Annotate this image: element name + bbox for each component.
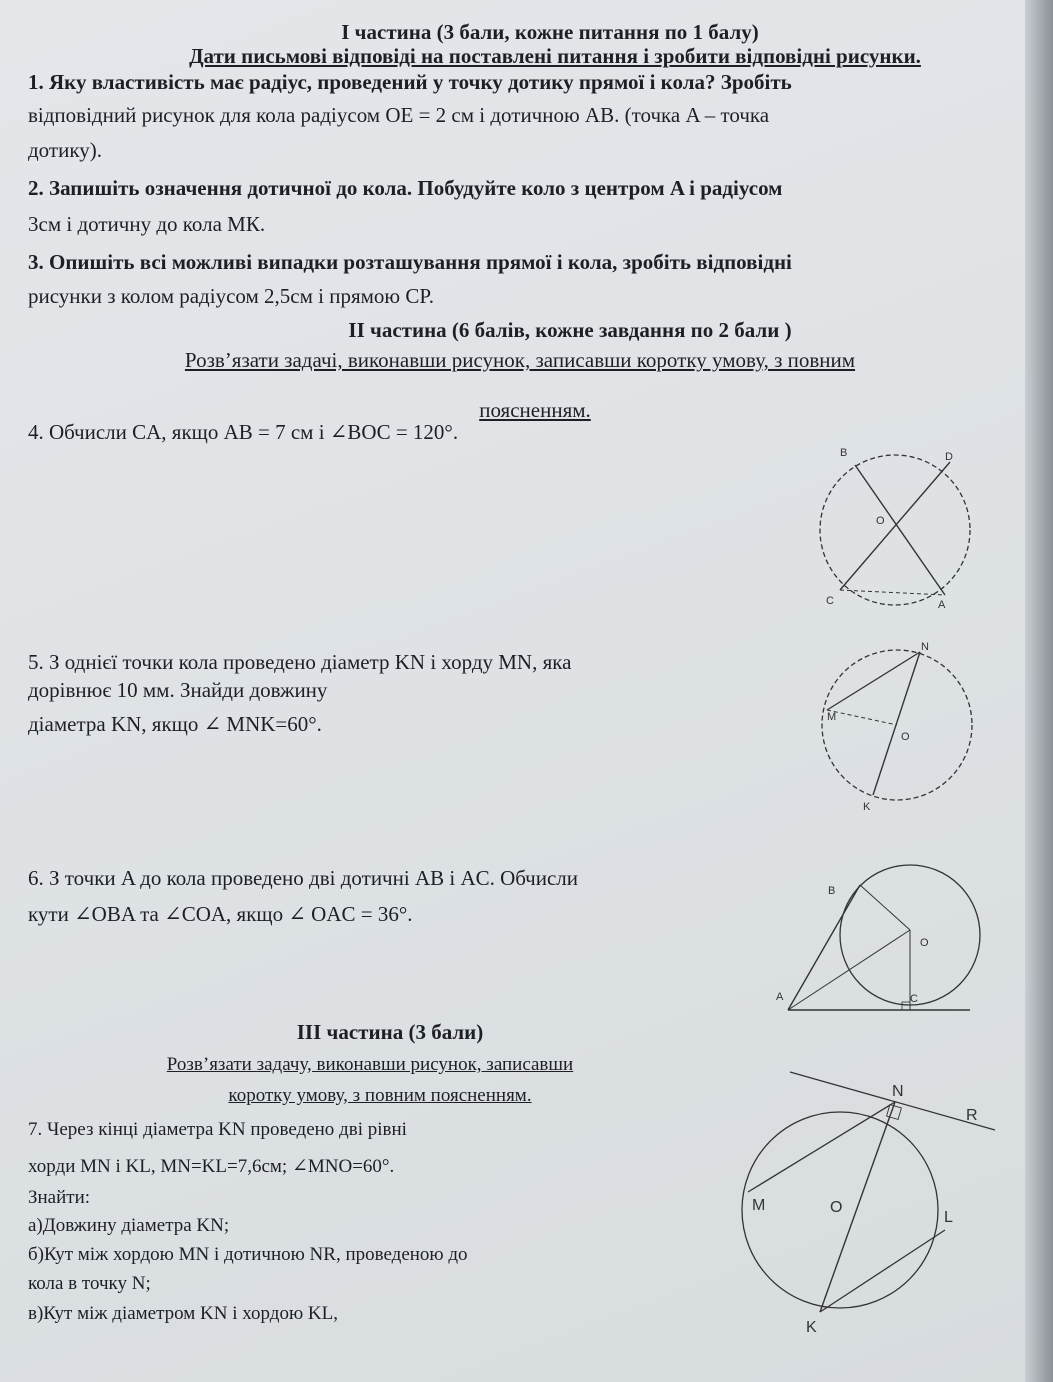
- fig7-label-k: K: [806, 1319, 817, 1336]
- fig6-label-b: B: [828, 885, 836, 897]
- part1-title: I частина (3 бали, кожне питання по 1 балу): [341, 20, 759, 44]
- q7-line-1: 7. Через кінці діаметра KN проведено дві рівні: [28, 1119, 407, 1140]
- figure-6-diagram: [770, 860, 980, 1020]
- q7-line-2: хорди MN і KL, MN=KL=7,6см; ∠MNO=60°.: [28, 1156, 395, 1177]
- figure-5-diagram: [815, 640, 985, 820]
- fig5-label-n: N: [921, 641, 929, 653]
- q4-text: 4. Обчисли CA, якщо AB = 7 см і ∠BOC = 120°.: [28, 420, 459, 444]
- q7-line-4: а)Довжину діаметра KN;: [28, 1215, 230, 1236]
- q6-line-1: 6. З точки A до кола проведено дві дотичні AB і AC. Обчисли: [28, 866, 579, 890]
- q5-line-2: дорівнює 10 мм. Знайди довжину: [28, 678, 328, 702]
- part3-title: III частина (3 бали): [296, 1020, 484, 1044]
- fig4-label-b: B: [840, 447, 848, 459]
- fig7-label-o: O: [830, 1199, 843, 1216]
- q7-line-6: кола в точку N;: [28, 1273, 151, 1294]
- fig7-label-l: L: [944, 1209, 953, 1226]
- fig7-label-n: N: [892, 1083, 904, 1100]
- fig7-label-m: M: [752, 1197, 766, 1214]
- fig6-label-o: O: [920, 937, 929, 949]
- fig4-label-o: O: [876, 515, 885, 527]
- q1-line-2: відповідний рисунок для кола радіусом OE = 2 см і дотичною AB. (точка A – точка: [28, 103, 770, 127]
- monitor-edge: [1025, 0, 1053, 1382]
- q6-line-2: кути ∠OBA та ∠COA, якщо ∠ OAC = 36°.: [28, 902, 413, 926]
- q5-line-3: діаметра KN, якщо ∠ MNK=60°.: [28, 712, 322, 736]
- part2-subtitle-2: поясненням.: [479, 398, 591, 422]
- q3-line-1: 3. Опишіть всі можливі випадки розташування прямої і кола, зробіть відповідні: [28, 250, 792, 274]
- q2-line-2: 3см і дотичну до кола МК.: [28, 212, 266, 236]
- part1-subtitle: Дати письмові відповіді на поставлені питання і зробити відповідні рисунки.: [189, 44, 921, 68]
- fig4-label-c: C: [826, 595, 834, 607]
- fig5-label-m: M: [827, 711, 837, 723]
- part3-subtitle-2: коротку умову, з повним поясненням.: [228, 1085, 532, 1106]
- q1-line-3: дотику).: [28, 138, 102, 162]
- fig6-label-c: C: [910, 993, 918, 1005]
- part2-subtitle-1: Розв’язати задачі, виконавши рисунок, записавши коротку умову, з повним: [184, 348, 856, 372]
- part3-subtitle-1: Розв’язати задачу, виконавши рисунок, записавши: [166, 1054, 574, 1075]
- fig5-label-o: O: [901, 731, 910, 743]
- fig4-label-d: D: [945, 451, 953, 463]
- figure-4-diagram: [810, 440, 990, 620]
- fig7-label-r: R: [966, 1107, 978, 1124]
- part2-title: II частина (6 балів, кожне завдання по 2 бали ): [348, 318, 792, 342]
- fig6-label-a: A: [776, 991, 784, 1003]
- q7-line-5: б)Кут між хордою MN і дотичною NR, проведеною до: [28, 1244, 468, 1265]
- q3-line-2: рисунки з колом радіусом 2,5см і прямою CP.: [28, 284, 434, 308]
- q5-line-1: 5. З однієї точки кола проведено діаметр KN і хорду MN, яка: [28, 650, 572, 674]
- fig4-label-a: A: [938, 599, 946, 611]
- figure-7-diagram: [730, 1060, 1000, 1340]
- q7-line-3: Знайти:: [28, 1187, 91, 1208]
- fig5-label-k: K: [863, 801, 871, 813]
- q7-line-7: в)Кут між діаметром KN і хордою KL,: [28, 1303, 338, 1324]
- q2-line-1: 2. Запишіть означення дотичної до кола. Побудуйте коло з центром A і радіусом: [28, 176, 783, 200]
- q1-line-1: 1. Яку властивість має радіус, проведений у точку дотику прямої і кола? Зробіть: [28, 70, 792, 94]
